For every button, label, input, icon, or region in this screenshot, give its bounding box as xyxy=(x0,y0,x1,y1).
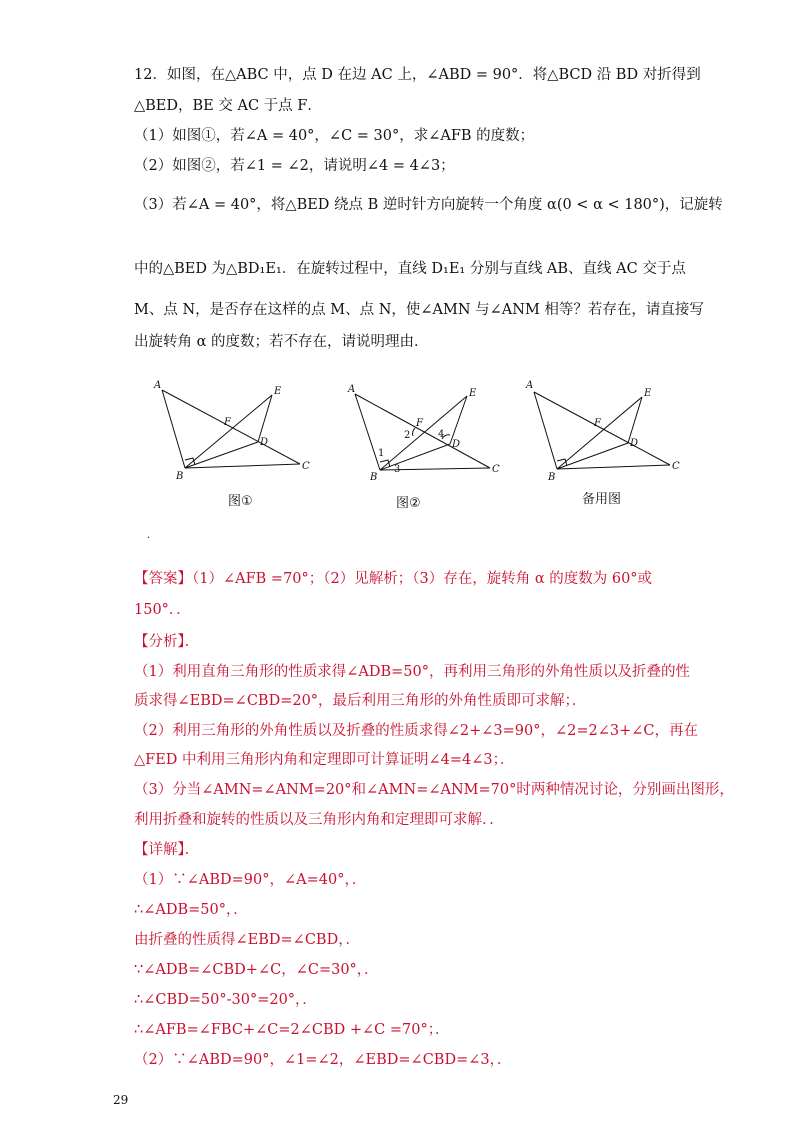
fig1-label-F: F xyxy=(224,417,231,428)
fig3-label-A: A xyxy=(526,380,534,391)
fig2-label-A: A xyxy=(348,384,356,395)
fig1-label-C: C xyxy=(302,461,310,472)
question-3-line-3: M、点 N，是否存在这样的点 M、点 N，使∠AMN 与∠ANM 相等？若存在，请直接写 xyxy=(134,302,704,318)
fig3-label-D: D xyxy=(630,438,639,449)
question-1: （1）如图①，若∠A = 40°，∠C = 30°，求∠AFB 的度数； xyxy=(134,128,535,144)
fig2-label-2: 2 xyxy=(404,430,411,441)
figure-1 xyxy=(140,372,310,509)
problem-stem-line-2: △BED，BE 交 AC 于点 F． xyxy=(134,98,322,114)
question-3-line-2: 中的△BED 为△BD₁E₁．在旋转过程中，直线 D₁E₁ 分别与直线 AB、直线 AC 交于点 xyxy=(134,261,686,277)
analysis-2-line-2: △FED 中利用三角形内角和定理即可计算证明∠4=4∠3；． xyxy=(134,752,515,768)
fig3-label-B: B xyxy=(548,472,556,483)
fig2-label-1: 1 xyxy=(378,448,385,459)
analysis-3-line-2: 利用折叠和旋转的性质以及三角形内角和定理即可求解．． xyxy=(134,812,504,828)
analysis-1-line-1: （1）利用直角三角形的性质求得∠ADB=50°，再利用三角形的外角性质以及折叠的性 xyxy=(134,664,690,680)
fig2-label-F: F xyxy=(416,418,423,429)
analysis-1-line-2: 质求得∠EBD=∠CBD=20°，最后利用三角形的外角性质即可求解；． xyxy=(134,693,587,709)
stray-mark: . xyxy=(147,530,151,541)
fig2-label-E: E xyxy=(469,388,477,399)
fig1-label-E: E xyxy=(274,386,282,397)
detail-step-3: 由折叠的性质得∠EBD=∠CBD，． xyxy=(134,932,360,948)
analysis-2-line-1: （2）利用三角形的外角性质以及折叠的性质求得∠2+∠3=90°，∠2=2∠3+∠C，再在 xyxy=(134,723,698,739)
detail-step-1: （1）∵∠ABD=90°，∠A=40°，． xyxy=(134,872,367,888)
figure-1-caption: 图① xyxy=(228,494,253,509)
fig3-label-F: F xyxy=(594,418,601,429)
detail-step-5: ∴∠CBD=50°-30°=20°，． xyxy=(134,992,317,1008)
figure-3-caption: 备用图 xyxy=(582,492,622,507)
figure-1-diagram xyxy=(140,372,310,482)
analysis-3-line-1: （3）分当∠AMN=∠ANM=20°和∠AMN=∠ANM=70°时两种情况讨论，分别画出图形， xyxy=(134,782,734,798)
fig1-label-B: B xyxy=(176,471,184,482)
figure-2-caption: 图② xyxy=(396,496,421,511)
fig2-label-D: D xyxy=(452,439,461,450)
question-3-line-4: 出旋转角 α 的度数；若不存在，请说明理由． xyxy=(134,334,429,350)
detail-heading: 【详解】． xyxy=(134,842,200,858)
fig3-label-E: E xyxy=(644,388,652,399)
analysis-heading: 【分析】． xyxy=(134,634,200,650)
detail-step-2: ∴∠ADB=50°，． xyxy=(134,902,248,918)
question-3-line-1: （3）若∠A = 40°，将△BED 绕点 B 逆时针方向旋转一个角度 α(0 < α < 180°)，记旋转 xyxy=(134,197,723,213)
figure-2-diagram xyxy=(340,372,510,482)
figure-2 xyxy=(340,372,510,511)
fig1-label-D: D xyxy=(260,437,269,448)
page-number: 29 xyxy=(113,1093,129,1107)
figure-3-diagram xyxy=(520,372,690,482)
answer-line-2: 150°．． xyxy=(134,602,191,618)
fig2-label-3: 3 xyxy=(394,464,401,475)
fig3-label-C: C xyxy=(672,461,680,472)
fig1-label-A: A xyxy=(154,380,162,391)
detail-step-6: ∴∠AFB=∠FBC+∠C=2∠CBD +∠C =70°；． xyxy=(134,1022,450,1038)
figures-row xyxy=(140,372,700,522)
fig2-label-4: 4 xyxy=(438,429,445,440)
fig2-label-B: B xyxy=(370,472,378,483)
figure-3 xyxy=(520,372,690,507)
detail-step-4: ∵∠ADB=∠CBD+∠C，∠C=30°，． xyxy=(134,962,379,978)
detail-step-7: （2）∵∠ABD=90°，∠1=∠2，∠EBD=∠CBD=∠3，． xyxy=(134,1052,512,1068)
answer-line-1: 【答案】（1）∠AFB =70°；（2）见解析；（3）存在，旋转角 α 的度数为 60°或 xyxy=(134,571,653,587)
problem-stem-line-1: 12．如图，在△ABC 中，点 D 在边 AC 上，∠ABD = 90°．将△BCD 沿 BD 对折得到 xyxy=(134,67,701,83)
fig2-label-C: C xyxy=(492,464,500,475)
question-2: （2）如图②，若∠1 = ∠2，请说明∠4 = 4∠3； xyxy=(134,158,455,174)
